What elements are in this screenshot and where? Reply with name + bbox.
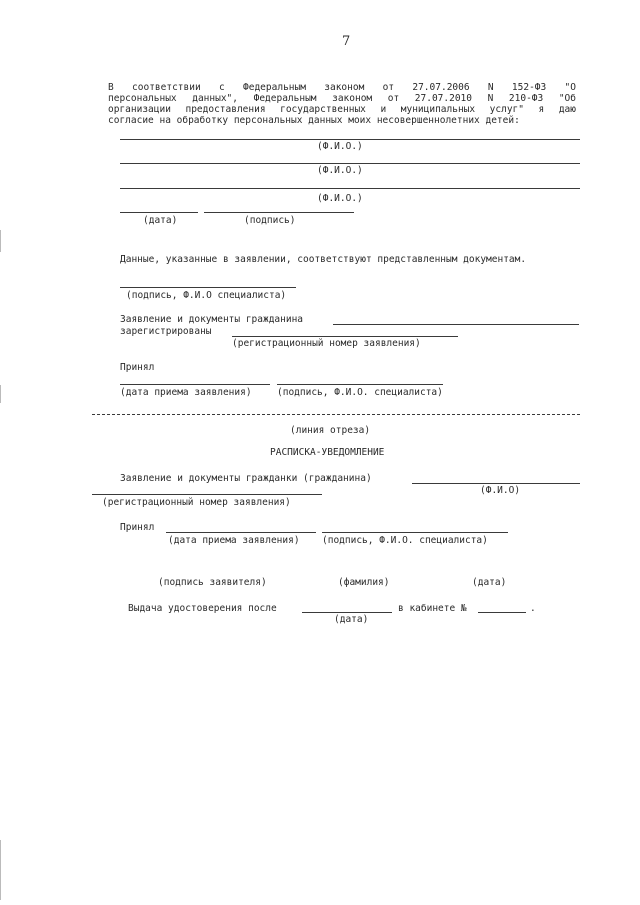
child-fio-line-3[interactable] xyxy=(120,188,580,189)
receipt-sign-line[interactable] xyxy=(322,532,508,533)
receipt-fio-label: (Ф.И.О) xyxy=(480,485,521,496)
registration-line-1: Заявление и документы гражданина xyxy=(120,314,304,325)
consent-line-1: В соответствии с Федеральным законом от 27.07.2006 N 152-ФЗ "О xyxy=(108,82,576,93)
receipt-reg-number-line[interactable] xyxy=(92,494,322,495)
scan-edge-mark xyxy=(0,385,1,403)
receipt-title: РАСПИСКА-УВЕДОМЛЕНИЕ xyxy=(270,447,385,458)
consent-line-2: персональных данных", Федеральным законом от 27.07.2010 N 210-ФЗ "Об xyxy=(108,93,576,104)
receipt-date-line[interactable] xyxy=(166,532,316,533)
verification-text: Данные, указанные в заявлении, соответствуют представленным документам. xyxy=(120,254,527,265)
child-fio-line-2[interactable] xyxy=(120,163,580,164)
accepted-label: Принял xyxy=(120,362,155,373)
child-fio-label-2: (Ф.И.О.) xyxy=(317,165,363,176)
child-fio-label-1: (Ф.И.О.) xyxy=(317,141,363,152)
surname-label: (фамилия) xyxy=(338,577,390,588)
cut-line xyxy=(92,414,580,415)
consent-sign-line[interactable] xyxy=(204,212,354,213)
consent-line-4: согласие на обработку персональных данных моих несовершеннолетних детей: xyxy=(108,115,520,126)
reg-number-label: (регистрационный номер заявления) xyxy=(232,338,421,349)
cabinet-number-line[interactable] xyxy=(478,612,526,613)
receipt-sign-label: (подпись, Ф.И.О. специалиста) xyxy=(322,535,488,546)
cabinet-text: в кабинете № xyxy=(398,603,467,614)
consent-date-label: (дата) xyxy=(143,215,178,226)
consent-sign-label: (подпись) xyxy=(244,215,296,226)
child-fio-line-1[interactable] xyxy=(120,139,580,140)
page-number: 7 xyxy=(342,34,351,49)
scan-edge-mark xyxy=(0,230,1,252)
citizen-fio-line[interactable] xyxy=(333,324,579,325)
specialist-sign-label: (подпись, Ф.И.О специалиста) xyxy=(126,290,287,301)
cut-line-label: (линия отреза) xyxy=(290,425,371,436)
consent-line-3: организации предоставления государственных и муниципальных услуг" я даю xyxy=(108,104,576,115)
reg-number-line[interactable] xyxy=(232,336,458,337)
receipt-line-1: Заявление и документы гражданки (гражданина) xyxy=(120,473,372,484)
specialist-sign-line[interactable] xyxy=(120,287,296,288)
period-end: . xyxy=(530,603,536,614)
applicant-sign-label: (подпись заявителя) xyxy=(158,577,267,588)
issuance-date-label: (дата) xyxy=(334,614,369,625)
receipt-accepted-label: Принял xyxy=(120,522,155,533)
receipt-fio-line[interactable] xyxy=(412,483,580,484)
receipt-date2-label: (дата) xyxy=(472,577,507,588)
registration-line-2: зарегистрированы xyxy=(120,326,212,337)
scan-edge-mark xyxy=(0,840,1,900)
child-fio-label-3: (Ф.И.О.) xyxy=(317,193,363,204)
accept-sign-label: (подпись, Ф.И.О. специалиста) xyxy=(277,387,443,398)
accept-sign-line[interactable] xyxy=(277,384,443,385)
accept-date-line[interactable] xyxy=(120,384,270,385)
accept-date-label: (дата приема заявления) xyxy=(120,387,252,398)
issuance-date-line[interactable] xyxy=(302,612,392,613)
issuance-text: Выдача удостоверения после xyxy=(128,603,277,614)
consent-date-line[interactable] xyxy=(120,212,198,213)
receipt-reg-number-label: (регистрационный номер заявления) xyxy=(102,497,291,508)
receipt-date-label: (дата приема заявления) xyxy=(168,535,300,546)
